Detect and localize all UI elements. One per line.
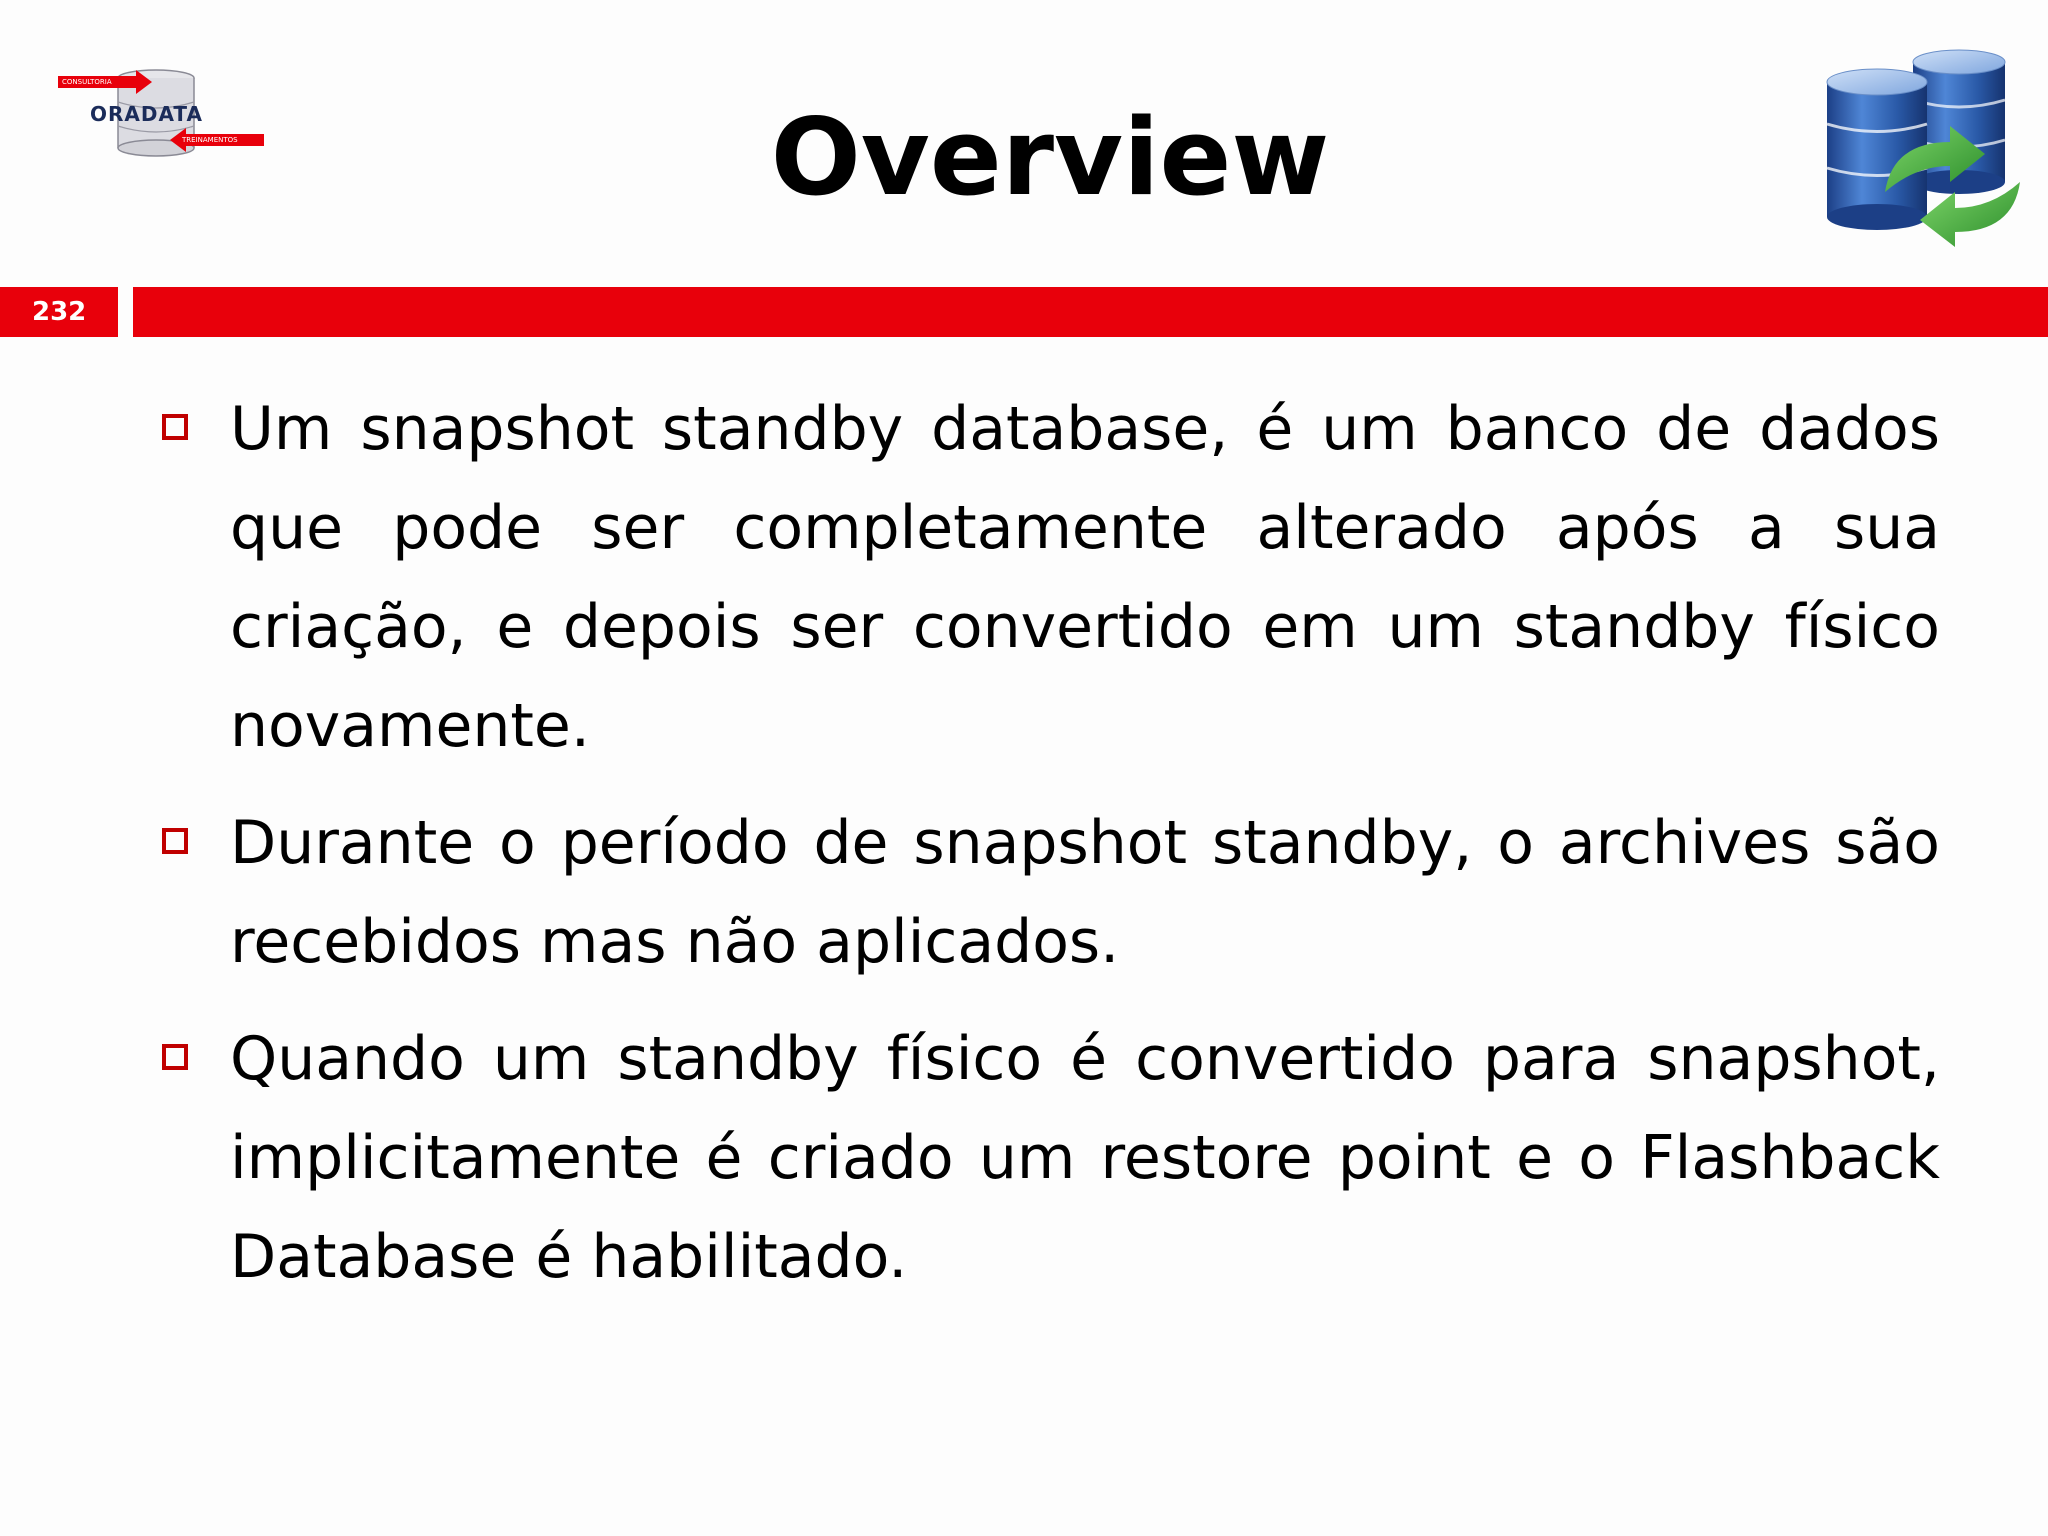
bullet-item — [160, 380, 1940, 776]
page-number: 232 — [0, 287, 118, 337]
bullet-item — [160, 1010, 1940, 1307]
bullet-text: Quando um standby físico é convertido para snapshot, implicitamente é criado um restore point e o Flashback Database é habilitado. — [230, 1024, 1940, 1292]
title-divider-bar — [133, 287, 2048, 337]
square-bullet-icon — [162, 1044, 188, 1070]
logo-bottom-tag: TREINAMENTOS — [182, 136, 238, 144]
slide-title: Overview — [770, 96, 1330, 219]
logo-name: ORADATA — [90, 102, 203, 126]
bullet-list — [160, 380, 1940, 1325]
bullet-item — [160, 794, 1940, 992]
logo-top-tag: CONSULTORIA — [62, 78, 112, 86]
bullet-text: Um snapshot standby database, é um banco de dados que pode ser completamente alterado após a sua criação, e depois ser convertido em um standby físico novamente. — [230, 394, 1940, 761]
square-bullet-icon — [162, 414, 188, 440]
square-bullet-icon — [162, 828, 188, 854]
database-sync-icon — [1815, 42, 2030, 247]
bullet-text: Durante o período de snapshot standby, o archives são recebidos mas não aplicados. — [230, 808, 1940, 977]
